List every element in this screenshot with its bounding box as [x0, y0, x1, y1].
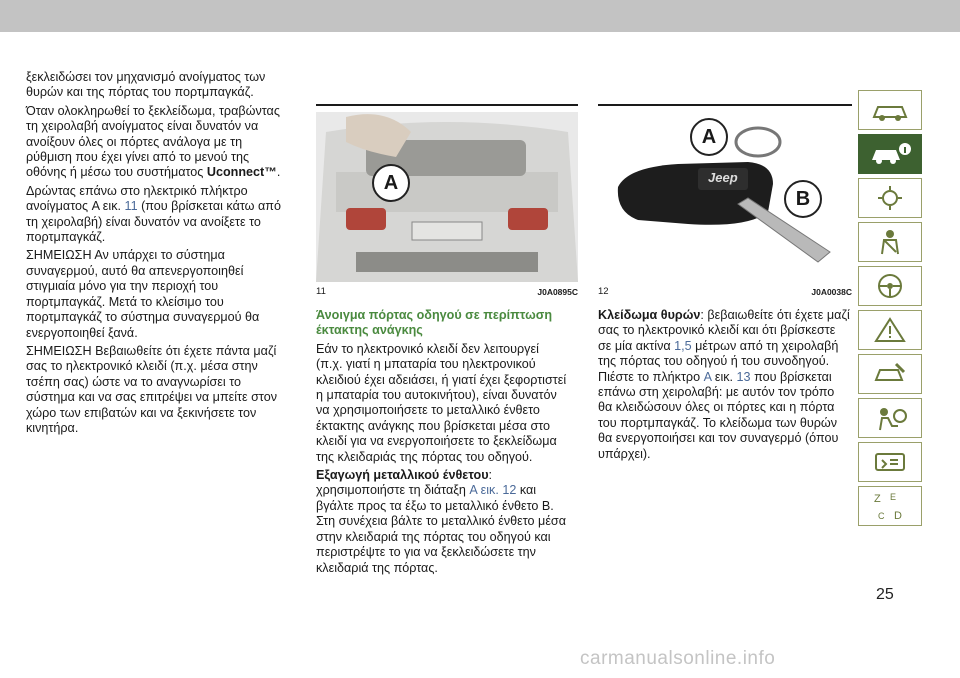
figure-code: J0A0038C: [811, 287, 852, 297]
tab-index[interactable]: [858, 486, 922, 526]
text-column-left: [26, 70, 284, 439]
label-a: A: [372, 164, 410, 202]
paragraph: Όταν ολοκληρωθεί το ξεκλείδωμα, τραβώντας τη χειρολαβή ανοίγματος είναι δυνατόν να ανοίξουν όλες οι πόρτες ανάλογα με τη ρύθμιση που έχει γίνει από το μενού της οθόνης ή μέσω του συστήματος Uconnect™.: [26, 103, 281, 180]
section-heading: Άνοιγμα πόρτας οδηγού σε περίπτωση έκτακτης ανάγκης: [316, 308, 553, 338]
figure-11: [316, 104, 578, 297]
car-info-icon: [868, 140, 912, 168]
figure-ref: 12: [502, 483, 517, 498]
tab-servicing[interactable]: [858, 354, 922, 394]
figure-ref: 11: [124, 199, 138, 214]
note-paragraph: ΣΗΜΕΙΩΣΗ Αν υπάρχει το σύστημα συναγερμού, αυτό θα απενεργοποιηθεί στιγμιαία μόνο για την περιοχή του πορτμπαγκάζ. Μετά το κλείσιμο του πορτμπαγκάζ το σύστημα συναγερμού θα ενεργοποιηθεί ξανά.: [26, 248, 260, 340]
jeep-logo: Jeep: [708, 170, 738, 185]
button-ref: A: [703, 369, 712, 384]
car-gauge-icon: [870, 97, 910, 123]
note-paragraph: ΣΗΜΕΙΩΣΗ Βεβαιωθείτε ότι έχετε πάντα μαζί σας το ηλεκτρονικό κλειδί (π.χ. μέσα στην τσέπη σας) ώστε να το αναγνωρίσει το σύστημα και να σας επιτρέψει να μπείτε στον χώρο των επιβατών και να ξεκινήσετε τον κινητήρα.: [26, 343, 278, 435]
label-a: A: [690, 118, 728, 156]
figure-12: [598, 104, 852, 297]
figure-rule: [316, 104, 578, 106]
page-number: 25: [876, 586, 894, 603]
language-index-icon: [870, 489, 910, 523]
paragraph: Κλείδωμα θυρών: βεβαιωθείτε ότι έχετε μαζί σας το ηλεκτρονικό κλειδί και ότι βρίσκεστε σε μία ακτίνα 1,5 μέτρων από τη χειρολαβή της πόρτας του οδηγού ή του συνοδηγού. Πιέστε το πλήκτρο A εικ. 13 που βρίσκεται επάνω στη χειρολαβή: με αυτόν τον τρόπο θα κλειδώσουν όλες οι πόρτες και η πόρτα του πορτμπαγκάζ. Το κλείδωμα των θυρών θα ενεργοποιήσει και τον συναγερμό (όπου υπάρχει).: [598, 308, 850, 461]
top-bar: [0, 0, 960, 32]
figure-rule: [598, 104, 852, 106]
figure-caption: [316, 286, 578, 297]
figure-ref: A εικ.: [469, 483, 499, 498]
tab-emergency[interactable]: [858, 310, 922, 350]
paragraph: Εξαγωγή μεταλλικού ένθετου: χρησιμοποιήστε τη διάταξη A εικ. 12 και βγάλτε προς τα έξω το μεταλλικό ένθετο B. Στη συνέχεια βάλτε το μεταλλικό ένθετο μέσα στην κλειδαριά της πόρτας του οδηγού και περιστρέψτε το για να ξεκλειδώσετε την κλειδαριά της πόρτας.: [316, 468, 566, 575]
watermark: carmanualsonline.info: [580, 648, 776, 669]
media-icon: [870, 448, 910, 476]
seatbelt-icon: [870, 228, 910, 256]
figure-number: 12: [598, 286, 609, 297]
figure-code: J0A0895C: [537, 287, 578, 297]
svg-text:D: D: [894, 510, 902, 522]
airbag-icon: [870, 404, 910, 432]
chapter-sidebar: [858, 90, 922, 530]
tab-dashboard[interactable]: [858, 90, 922, 130]
key-fob-photo: [598, 112, 852, 282]
steering-wheel-icon: [870, 272, 910, 300]
figure-ref: 13: [736, 369, 751, 384]
svg-text:Z: Z: [874, 493, 881, 505]
paragraph: ξεκλειδώσει τον μηχανισμό ανοίγματος των θυρών και της πόρτας του πορτμπαγκάζ.: [26, 70, 266, 100]
car-tailgate-photo: [316, 112, 578, 282]
uconnect-term: Uconnect™: [206, 165, 277, 180]
tab-getting-to-know[interactable]: [858, 134, 922, 174]
tab-technical[interactable]: [858, 398, 922, 438]
text-column-right: [598, 308, 850, 465]
paragraph: Εάν το ηλεκτρονικό κλειδί δεν λειτουργεί (π.χ. γιατί η μπαταρία του ηλεκτρονικού κλειδιού έχει αδειάσει, ή γιατί έχει ξεφορτιστεί η μπαταρία του αυτοκινήτου), είναι δυνατόν να χρησιμοποιήσετε το μεταλλικό ένθετο έκτακτης ανάγκης που βρίσκεται μέσα στο κλειδί για να ενεργοποιήσετε το ξεκλείδωμα της κλειδαριάς της πόρτας του οδηγού.: [316, 341, 567, 464]
light-icon: [870, 184, 910, 212]
tab-multimedia[interactable]: [858, 442, 922, 482]
svg-text:E: E: [890, 492, 897, 502]
svg-text:C: C: [878, 511, 885, 521]
warning-triangle-icon: [870, 316, 910, 344]
tab-safety[interactable]: [858, 222, 922, 262]
distance-value: 1,5: [674, 338, 692, 353]
figure-number: 11: [316, 286, 326, 297]
label-b: B: [784, 180, 822, 218]
paragraph: Δρώντας επάνω στο ηλεκτρικό πλήκτρο ανοίγματος A εικ. 11 (που βρίσκεται κάτω από τη χειρολαβή) είναι δυνατόν να ανοίξετε το πορτμπαγκάζ.: [26, 183, 281, 245]
figure-caption: [598, 286, 852, 297]
tab-lights[interactable]: [858, 178, 922, 218]
text-column-middle: [316, 308, 568, 579]
wrench-car-icon: [870, 360, 910, 388]
tab-driving[interactable]: [858, 266, 922, 306]
